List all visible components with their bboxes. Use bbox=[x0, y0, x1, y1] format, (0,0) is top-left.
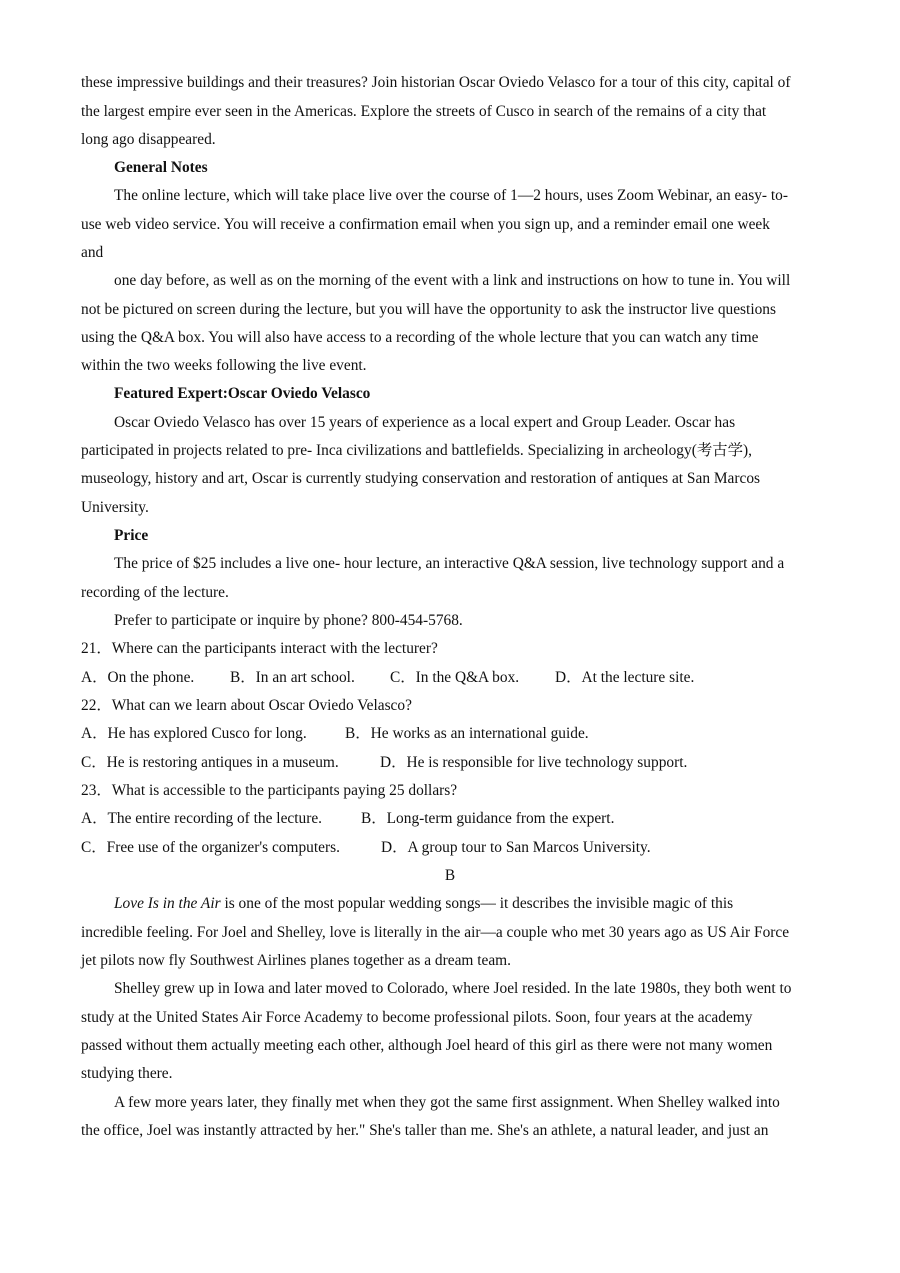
passage-b-line: jet pilots now fly Southwest Airlines planes together as a dream team. bbox=[81, 952, 511, 969]
passage-b-line: passed without them actually meeting each other, although Joel heard of this girl as there were not many women bbox=[81, 1037, 773, 1054]
question-option: A．On the phone. bbox=[81, 669, 195, 686]
price-line: Prefer to participate or inquire by phone? 800-454-5768. bbox=[114, 612, 463, 629]
price-line: recording of the lecture. bbox=[81, 584, 229, 601]
passage-b-line: A few more years later, they finally met when they got the same first assignment. When Shelley walked into bbox=[114, 1094, 780, 1111]
question-option: C．He is restoring antiques in a museum. bbox=[81, 754, 339, 771]
general-notes-heading: General Notes bbox=[114, 159, 208, 176]
question-option: C．In the Q&A box. bbox=[390, 669, 520, 686]
price-line: The price of $25 includes a live one- hour lecture, an interactive Q&A session, live technology support and a bbox=[114, 555, 785, 572]
question-option: C．Free use of the organizer's computers. bbox=[81, 839, 340, 856]
general-notes-line: within the two weeks following the live event. bbox=[81, 357, 367, 374]
question-stem: 21．Where can the participants interact with the lecturer? bbox=[81, 640, 438, 657]
question-option: D．At the lecture site. bbox=[555, 669, 695, 686]
general-notes-line: and bbox=[81, 244, 104, 261]
intro-line: long ago disappeared. bbox=[81, 131, 216, 148]
featured-expert-line: participated in projects related to pre- Inca civilizations and battlefields. Specializing in archeology(考古学), bbox=[81, 442, 752, 459]
passage-b-line: studying there. bbox=[81, 1065, 173, 1082]
question-option: B．Long-term guidance from the expert. bbox=[361, 810, 615, 827]
question-option: D．He is responsible for live technology support. bbox=[380, 754, 688, 771]
passage-b-line: incredible feeling. For Joel and Shelley, love is literally in the air—a couple who met 30 years ago as US Air Force bbox=[81, 924, 790, 941]
passage-b-line: study at the United States Air Force Academy to become professional pilots. Soon, four years at the academy bbox=[81, 1009, 753, 1026]
intro-line: these impressive buildings and their treasures? Join historian Oscar Oviedo Velasco for a tour of this city, capital of bbox=[81, 74, 791, 91]
featured-expert-line: University. bbox=[81, 499, 149, 516]
question-option: D．A group tour to San Marcos University. bbox=[381, 839, 651, 856]
general-notes-line: use web video service. You will receive a confirmation email when you sign up, and a reminder email one week bbox=[81, 216, 770, 233]
general-notes-line: not be pictured on screen during the lecture, but you will have the opportunity to ask the instructor live questions bbox=[81, 301, 776, 318]
question-option: B．In an art school. bbox=[230, 669, 355, 686]
question-option: A．The entire recording of the lecture. bbox=[81, 810, 323, 827]
passage-b-line bbox=[114, 894, 733, 914]
passage-b-line: Shelley grew up in Iowa and later moved to Colorado, where Joel resided. In the late 1980s, they both went to bbox=[114, 980, 792, 997]
question-option: A．He has explored Cusco for long. bbox=[81, 725, 307, 742]
featured-expert-line: museology, history and art, Oscar is currently studying conservation and restoration of antiques at San Marcos bbox=[81, 470, 761, 487]
general-notes-line: The online lecture, which will take place live over the course of 1—2 hours, uses Zoom Webinar, an easy- to- bbox=[114, 187, 788, 204]
general-notes-line: using the Q&A box. You will also have access to a recording of the whole lecture that you can watch any time bbox=[81, 329, 759, 346]
question-stem: 23．What is accessible to the participants paying 25 dollars? bbox=[81, 782, 458, 799]
general-notes-line: one day before, as well as on the morning of the event with a link and instructions on how to tune in. You will bbox=[114, 272, 791, 289]
intro-line: the largest empire ever seen in the Americas. Explore the streets of Cusco in search of the remains of a city that bbox=[81, 103, 767, 120]
featured-expert-heading: Featured Expert:Oscar Oviedo Velasco bbox=[114, 385, 371, 402]
passage-b-text: is one of the most popular wedding songs— it describes the invisible magic of this bbox=[220, 895, 734, 912]
featured-expert-line: Oscar Oviedo Velasco has over 15 years of experience as a local expert and Group Leader. Oscar has bbox=[114, 414, 736, 431]
question-option: B．He works as an international guide. bbox=[345, 725, 589, 742]
question-stem: 22．What can we learn about Oscar Oviedo Velasco? bbox=[81, 697, 412, 714]
price-heading: Price bbox=[114, 527, 149, 544]
song-title: Love Is in the Air bbox=[114, 895, 221, 912]
passage-b-line: the office, Joel was instantly attracted by her." She's taller than me. She's an athlete, a natural leader, and just an bbox=[81, 1122, 769, 1139]
section-label: B bbox=[444, 867, 456, 884]
